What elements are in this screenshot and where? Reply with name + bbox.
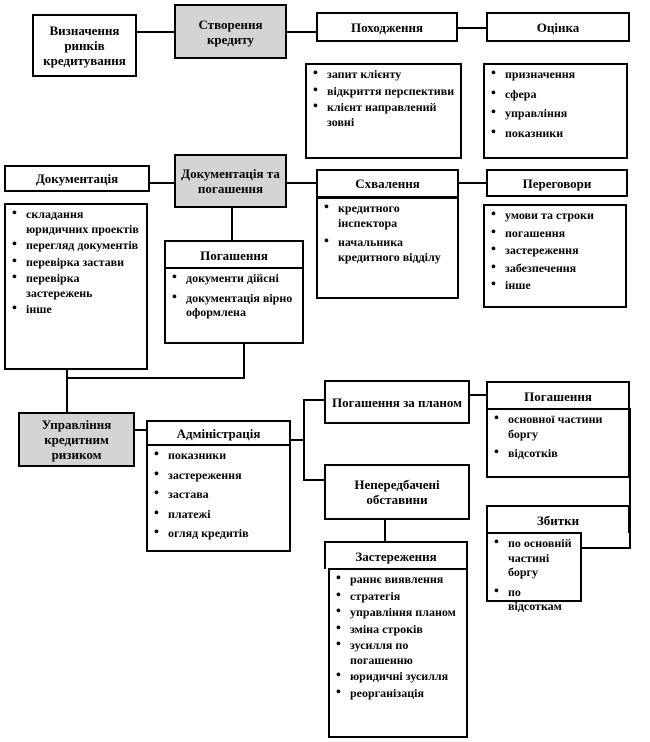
node-zasterezhennia	[324, 541, 468, 569]
list-pogashennia-right	[486, 408, 630, 478]
node-label: Непередбачені обставини	[354, 477, 440, 507]
node-label: Документація	[35, 171, 119, 186]
list-item: • складання юридичних проектів	[10, 207, 142, 236]
list-dokumentatsiia	[4, 203, 148, 370]
list-item: • інше	[489, 278, 621, 293]
list-pokhodzhennia	[305, 63, 462, 159]
list-pogashennia-mid	[164, 267, 304, 344]
node-label: Збитки	[536, 512, 580, 528]
list-item: • по основній частині боргу	[492, 536, 576, 580]
list-item: • документація вірно оформлена	[170, 291, 298, 320]
node-upravlinnia-kredytnym-ryzykom	[18, 412, 135, 467]
node-administratsiia	[146, 420, 291, 444]
list-item: • управління планом	[334, 605, 462, 620]
node-label: Адміністрація	[176, 425, 261, 441]
list-item: • кредитного інспектора	[322, 201, 453, 230]
node-zbytky	[486, 505, 630, 533]
node-otsinka	[486, 12, 630, 42]
list-administratsiia	[146, 444, 291, 552]
list-skhvalennia	[316, 197, 459, 299]
list-item: • клієнт направлений зовні	[311, 100, 456, 129]
node-dokumentatsiia-ta-pogashennia	[174, 154, 287, 208]
node-vyznachennia-rynkiv	[32, 14, 137, 77]
list-item: • реорганізація	[334, 686, 462, 701]
list-item: • перевірка застави	[10, 255, 142, 270]
list-item: • умови та строки	[489, 208, 621, 223]
node-label: Схвалення	[355, 176, 420, 191]
node-label: Оцінка	[536, 19, 580, 35]
list-item: • застереження	[489, 243, 621, 258]
list-item: • призначення	[489, 67, 622, 82]
node-label: Створення кредиту	[198, 16, 263, 47]
node-pokhodzhennia	[316, 12, 458, 42]
node-dokumentatsiia	[4, 165, 150, 192]
node-label: Переговори	[522, 175, 592, 191]
list-item: • відкриття перспективи	[311, 84, 456, 99]
list-item: • перевірка застережень	[10, 271, 142, 300]
node-label: Погашення	[200, 247, 268, 263]
list-item: • застереження	[152, 468, 285, 483]
list-item: • документи дійсні	[170, 271, 298, 286]
list-item: • платежі	[152, 507, 285, 522]
list-item: • перегляд документів	[10, 238, 142, 253]
node-skhvalennia	[316, 169, 459, 199]
list-item: • управління	[489, 106, 622, 121]
list-item: • юридичні зусилля	[334, 669, 462, 684]
list-item: • інше	[10, 302, 142, 317]
node-label: Управління кредитним ризиком	[41, 417, 112, 462]
list-item: • стратегія	[334, 589, 462, 604]
node-label: Походження	[350, 19, 424, 35]
node-label: Погашення	[524, 388, 592, 404]
list-otsinka	[483, 63, 628, 159]
list-item: • відсотків	[492, 446, 624, 461]
list-item: • раннє виявлення	[334, 572, 462, 587]
node-perehovory	[486, 169, 628, 197]
list-perehovory	[483, 204, 627, 308]
node-label: Погашення за планом	[332, 394, 462, 410]
node-pogashennia-mid	[164, 240, 304, 268]
node-stvorennia-kredytu	[174, 4, 287, 59]
list-item: • забезпечення	[489, 261, 621, 276]
list-item: • сфера	[489, 87, 622, 102]
list-item: • зусилля по погашенню	[334, 638, 462, 667]
node-neperedbacheni-obstavyny	[324, 464, 470, 520]
node-pogashennia-za-planom	[324, 380, 470, 424]
node-pogashennia-right	[486, 381, 630, 409]
node-label: Документація та погашення	[181, 166, 280, 196]
list-item: • основної частини боргу	[492, 412, 624, 441]
list-item: • огляд кредитів	[152, 526, 285, 541]
list-item: • зміна строків	[334, 622, 462, 637]
node-label: Застереження	[355, 548, 437, 564]
list-item: • начальника кредитного відділу	[322, 235, 453, 264]
list-item: • показники	[489, 126, 622, 141]
list-item: • показники	[152, 448, 285, 463]
node-label: Визначення ринків кредитування	[43, 23, 126, 68]
list-item: • запит клієнту	[311, 67, 456, 82]
list-item: • по відсоткам	[492, 585, 576, 614]
list-item: • погашення	[489, 226, 621, 241]
list-item: • застава	[152, 487, 285, 502]
list-zbytky	[486, 532, 582, 613]
list-zasterezhennia	[328, 568, 468, 738]
